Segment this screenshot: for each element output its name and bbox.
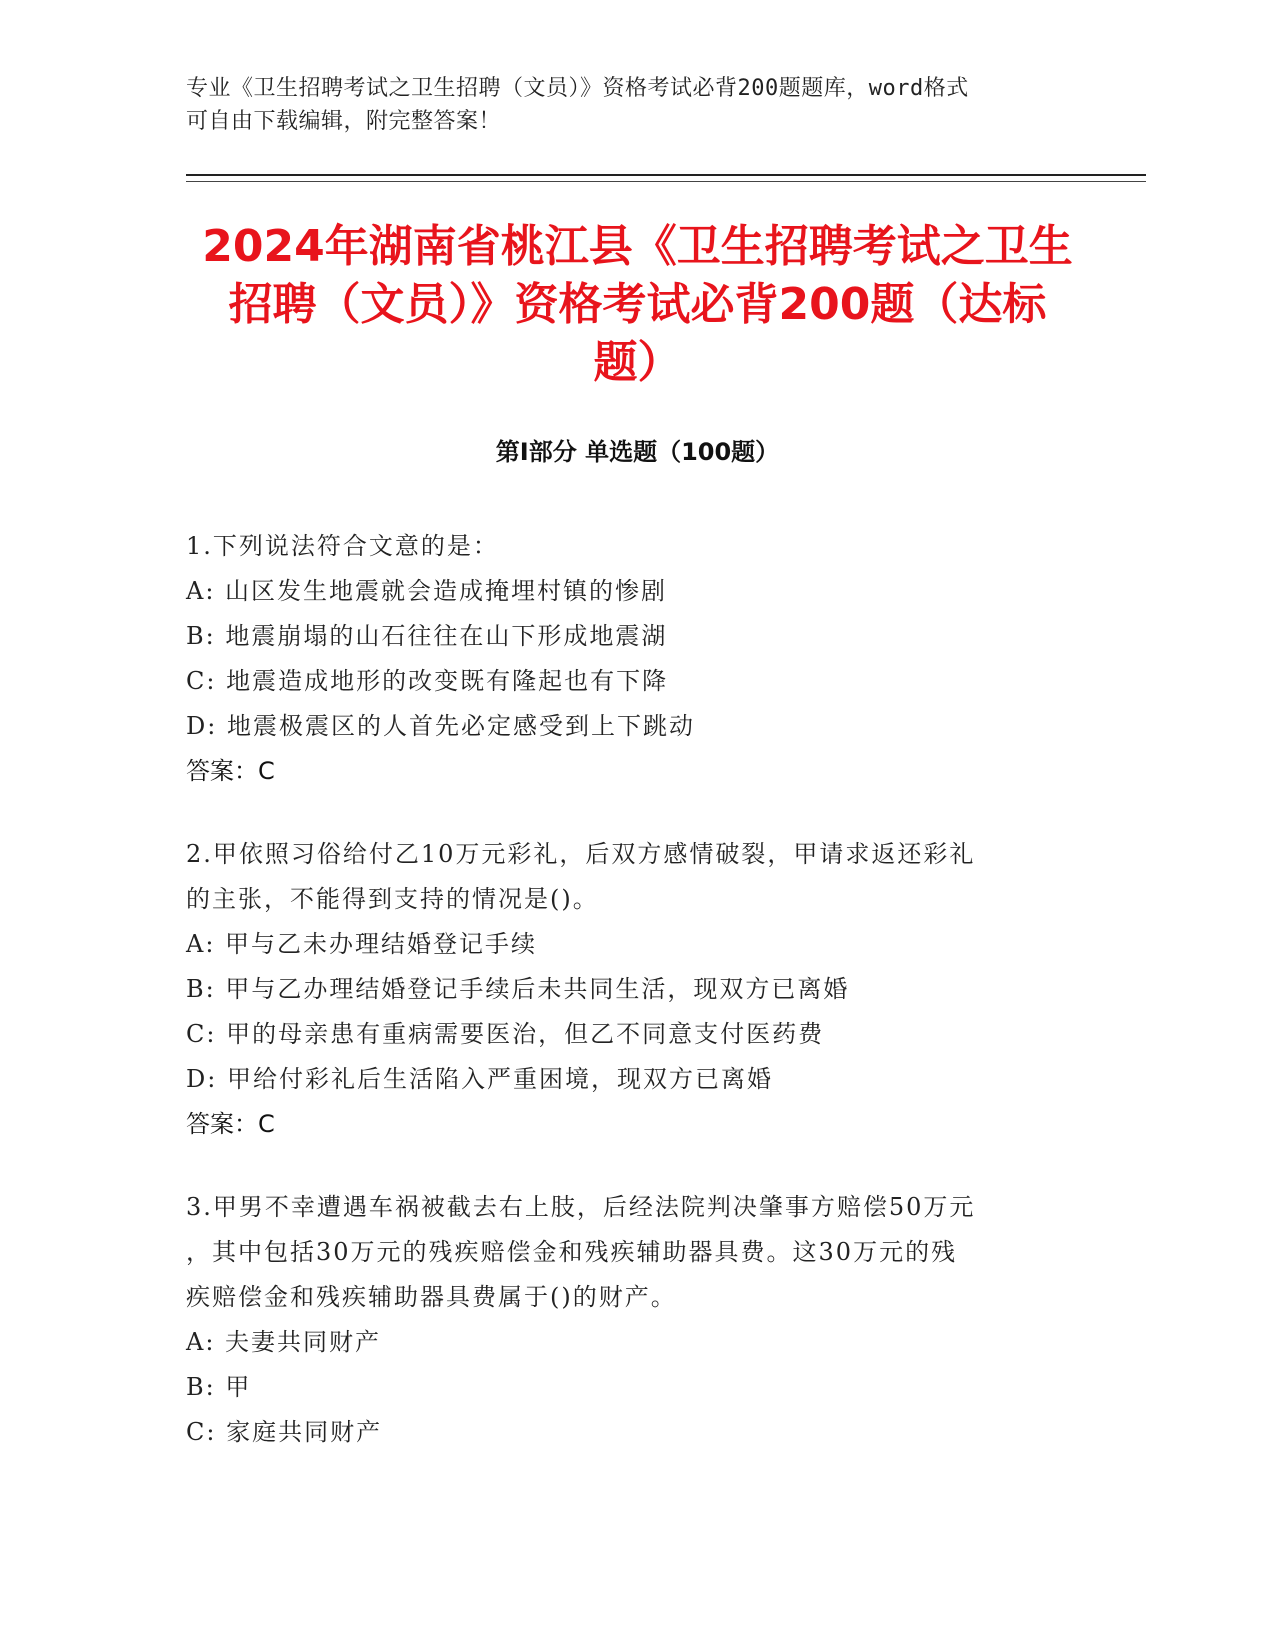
question-stem: 2.甲依照习俗给付乙10万元彩礼，后双方感情破裂，甲请求返还彩礼 — [186, 840, 976, 868]
header-divider-thin — [186, 181, 1146, 182]
question-stem: ，其中包括30万元的残疾赔偿金和残疾辅助器具费。这30万元的残 — [186, 1238, 958, 1266]
question-stem: 1.下列说法符合文意的是： — [186, 532, 499, 560]
option-b: B: 地震崩塌的山石往往在山下形成地震湖 — [186, 622, 668, 650]
question-1 — [186, 524, 1086, 794]
option-c: C: 地震造成地形的改变既有隆起也有下降 — [186, 667, 669, 695]
question-2 — [186, 832, 1086, 1147]
title-line: 招聘（文员）》资格考试必背200题（达标 — [228, 279, 1047, 330]
question-stem: 3.甲男不幸遭遇车祸被截去右上肢，后经法院判决肇事方赔偿50万元 — [186, 1193, 976, 1221]
title-line: 题） — [593, 337, 682, 388]
option-a: A: 夫妻共同财产 — [186, 1328, 382, 1356]
section-heading: 第I部分 单选题（100题） — [495, 438, 780, 466]
question-3 — [186, 1185, 1086, 1455]
header-divider-thick — [186, 174, 1146, 176]
answer: 答案：C — [186, 757, 275, 785]
title-line: 2024年湖南省桃江县《卫生招聘考试之卫生 — [202, 221, 1073, 272]
option-c: C: 甲的母亲患有重病需要医治，但乙不同意支付医药费 — [186, 1020, 825, 1048]
header-note-line: 专业《卫生招聘考试之卫生招聘（文员）》资格考试必背200题题库，word格式 — [186, 76, 969, 101]
option-a: A: 山区发生地震就会造成掩埋村镇的惨剧 — [186, 577, 668, 605]
option-b: B: 甲 — [186, 1373, 252, 1401]
option-b: B: 甲与乙办理结婚登记手续后未共同生活，现双方已离婚 — [186, 975, 850, 1003]
question-stem: 疾赔偿金和残疾辅助器具费属于()的财产。 — [186, 1283, 677, 1311]
header-note-line: 可自由下载编辑，附完整答案！ — [186, 109, 502, 134]
answer: 答案：C — [186, 1110, 275, 1138]
option-d: D: 甲给付彩礼后生活陷入严重困境，现双方已离婚 — [186, 1065, 773, 1093]
document-title — [150, 218, 1125, 392]
option-d: D: 地震极震区的人首先必定感受到上下跳动 — [186, 712, 695, 740]
header-note — [186, 72, 1086, 138]
option-c: C: 家庭共同财产 — [186, 1418, 383, 1446]
question-stem: 的主张，不能得到支持的情况是()。 — [186, 885, 599, 913]
question-list — [186, 524, 1086, 1493]
option-a: A: 甲与乙未办理结婚登记手续 — [186, 930, 538, 958]
